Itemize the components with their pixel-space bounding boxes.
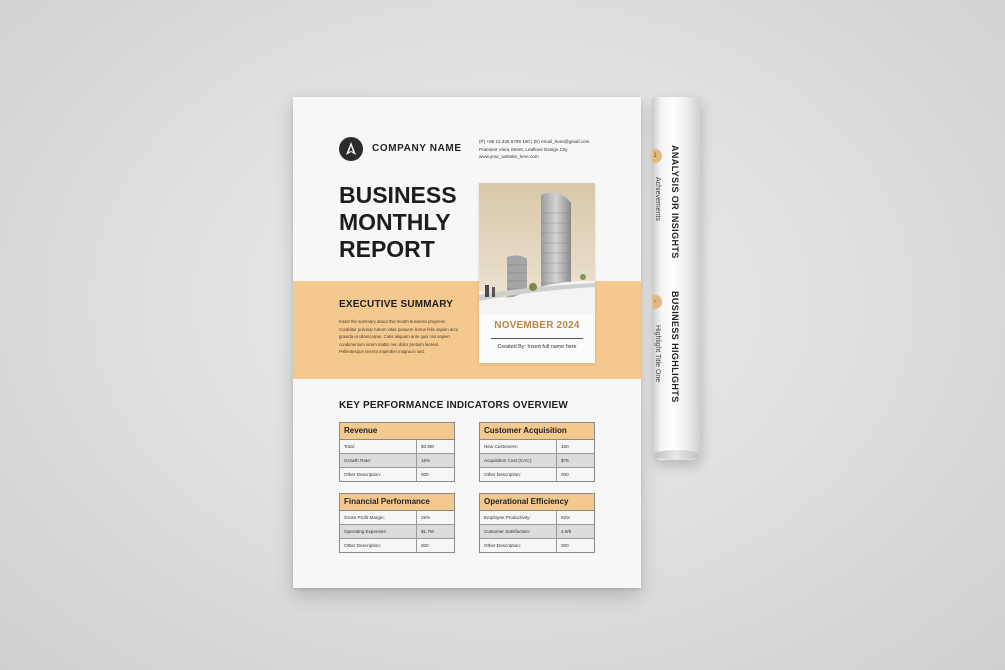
kpi-row [340,468,454,481]
building-photo [479,183,595,314]
kpi-row-label: Employee Productivity: [480,511,557,524]
kpi-row-label: Growth Rate: [340,454,417,467]
kpi-row-label: Gross Profit Margin: [340,511,417,524]
kpi-row-value: $75 [561,458,569,463]
kpi-row [340,440,454,454]
executive-summary-body: Insert the summary about this month business progress. Curabitur pulvinar rutrum vitae posuere lectus felis sapien arcu gravida ut ullamcorper. Cutis aliquam ante quis nisl sapien condimentum lorem mattis nec dolor pretium laoreet. Pellentesque viverra imperdiet magna in sed. [339,319,459,355]
kpi-row-value: 25% [421,515,431,520]
kpi-row [480,468,594,481]
kpi-row-value: 000 [561,472,569,477]
roll-subheading-achievements: Achievements [654,177,661,221]
chevron-badge-icon: › [652,295,662,309]
roll-subheading-highlight-title: Highlight Title One [654,325,661,383]
cover-photo-card [479,183,595,363]
created-by: Created By: Insert full name here [497,344,577,350]
kpi-box-operational-efficiency [479,493,595,553]
kpi-row [480,454,594,468]
kpi-row-label: New Customers: [480,440,557,453]
kpi-row-label: Other Description: [340,539,417,552]
kpi-row [480,525,594,539]
kpi-box-title: Financial Performance [340,494,454,511]
kpi-row-value: $1.7M [421,529,434,534]
roll-end [652,450,700,460]
month-divider [491,338,583,339]
kpi-row [340,525,454,539]
kpi-row-value: 92% [561,515,571,520]
kpi-box-revenue [339,422,455,482]
title-line-3: REPORT [339,236,435,262]
executive-summary-heading: EXECUTIVE SUMMARY [339,299,454,310]
kpi-box-title: Operational Efficiency [480,494,594,511]
kpi-row [480,511,594,525]
roll-heading-analysis: ANALYSIS OR INSIGHTS [670,145,680,259]
kpi-row-label: Acquisition Cost (CAC): [480,454,557,467]
kpi-row-value: $3.9M [421,444,434,449]
kpi-row-label: Customer Satisfaction: [480,525,557,538]
kpi-row-label: Other Description: [340,468,417,481]
report-month: NOVEMBER 2024 [494,320,580,331]
kpi-heading: KEY PERFORMANCE INDICATORS OVERVIEW [339,400,569,411]
contact-phone-email: (P) +88 12 345 6789 100 | (E) email_here@gmail.com [479,139,590,144]
kpi-box-title: Customer Acquisition [480,423,594,440]
number-badge-icon: 1 [652,149,662,163]
kpi-row-value: 000 [561,543,569,548]
kpi-box-financial-performance [339,493,455,553]
company-name: COMPANY NAME [372,143,462,154]
kpi-row [480,440,594,454]
kpi-row-value: 15% [421,458,431,463]
rolled-brochure [652,97,700,460]
kpi-row [340,511,454,525]
report-title [339,182,489,263]
kpi-row-value: 180 [561,444,569,449]
kpi-row [340,454,454,468]
roll-heading-highlights: BUSINESS HIGHLIGHTS [670,291,680,403]
kpi-box-customer-acquisition [479,422,595,482]
kpi-row-label: Other Description: [480,539,557,552]
kpi-row [340,539,454,552]
company-logo-icon [339,137,363,161]
kpi-row-label: Other Description: [480,468,557,481]
contact-info [479,138,629,161]
title-line-1: BUSINESS [339,182,457,208]
report-page [293,97,641,588]
kpi-row-label: Operating Expenses: [340,525,417,538]
kpi-box-title: Revenue [340,423,454,440]
kpi-row-value: 000 [421,472,429,477]
kpi-row-value: 000 [421,543,429,548]
kpi-row-value: 4.9/5 [561,529,572,534]
contact-website: www.your_website_here.com [479,154,539,159]
kpi-row-label: Total: [340,440,417,453]
kpi-row [480,539,594,552]
contact-address: Praesent Viera Street, Leaflove Design City [479,146,568,152]
title-line-2: MONTHLY [339,209,451,235]
